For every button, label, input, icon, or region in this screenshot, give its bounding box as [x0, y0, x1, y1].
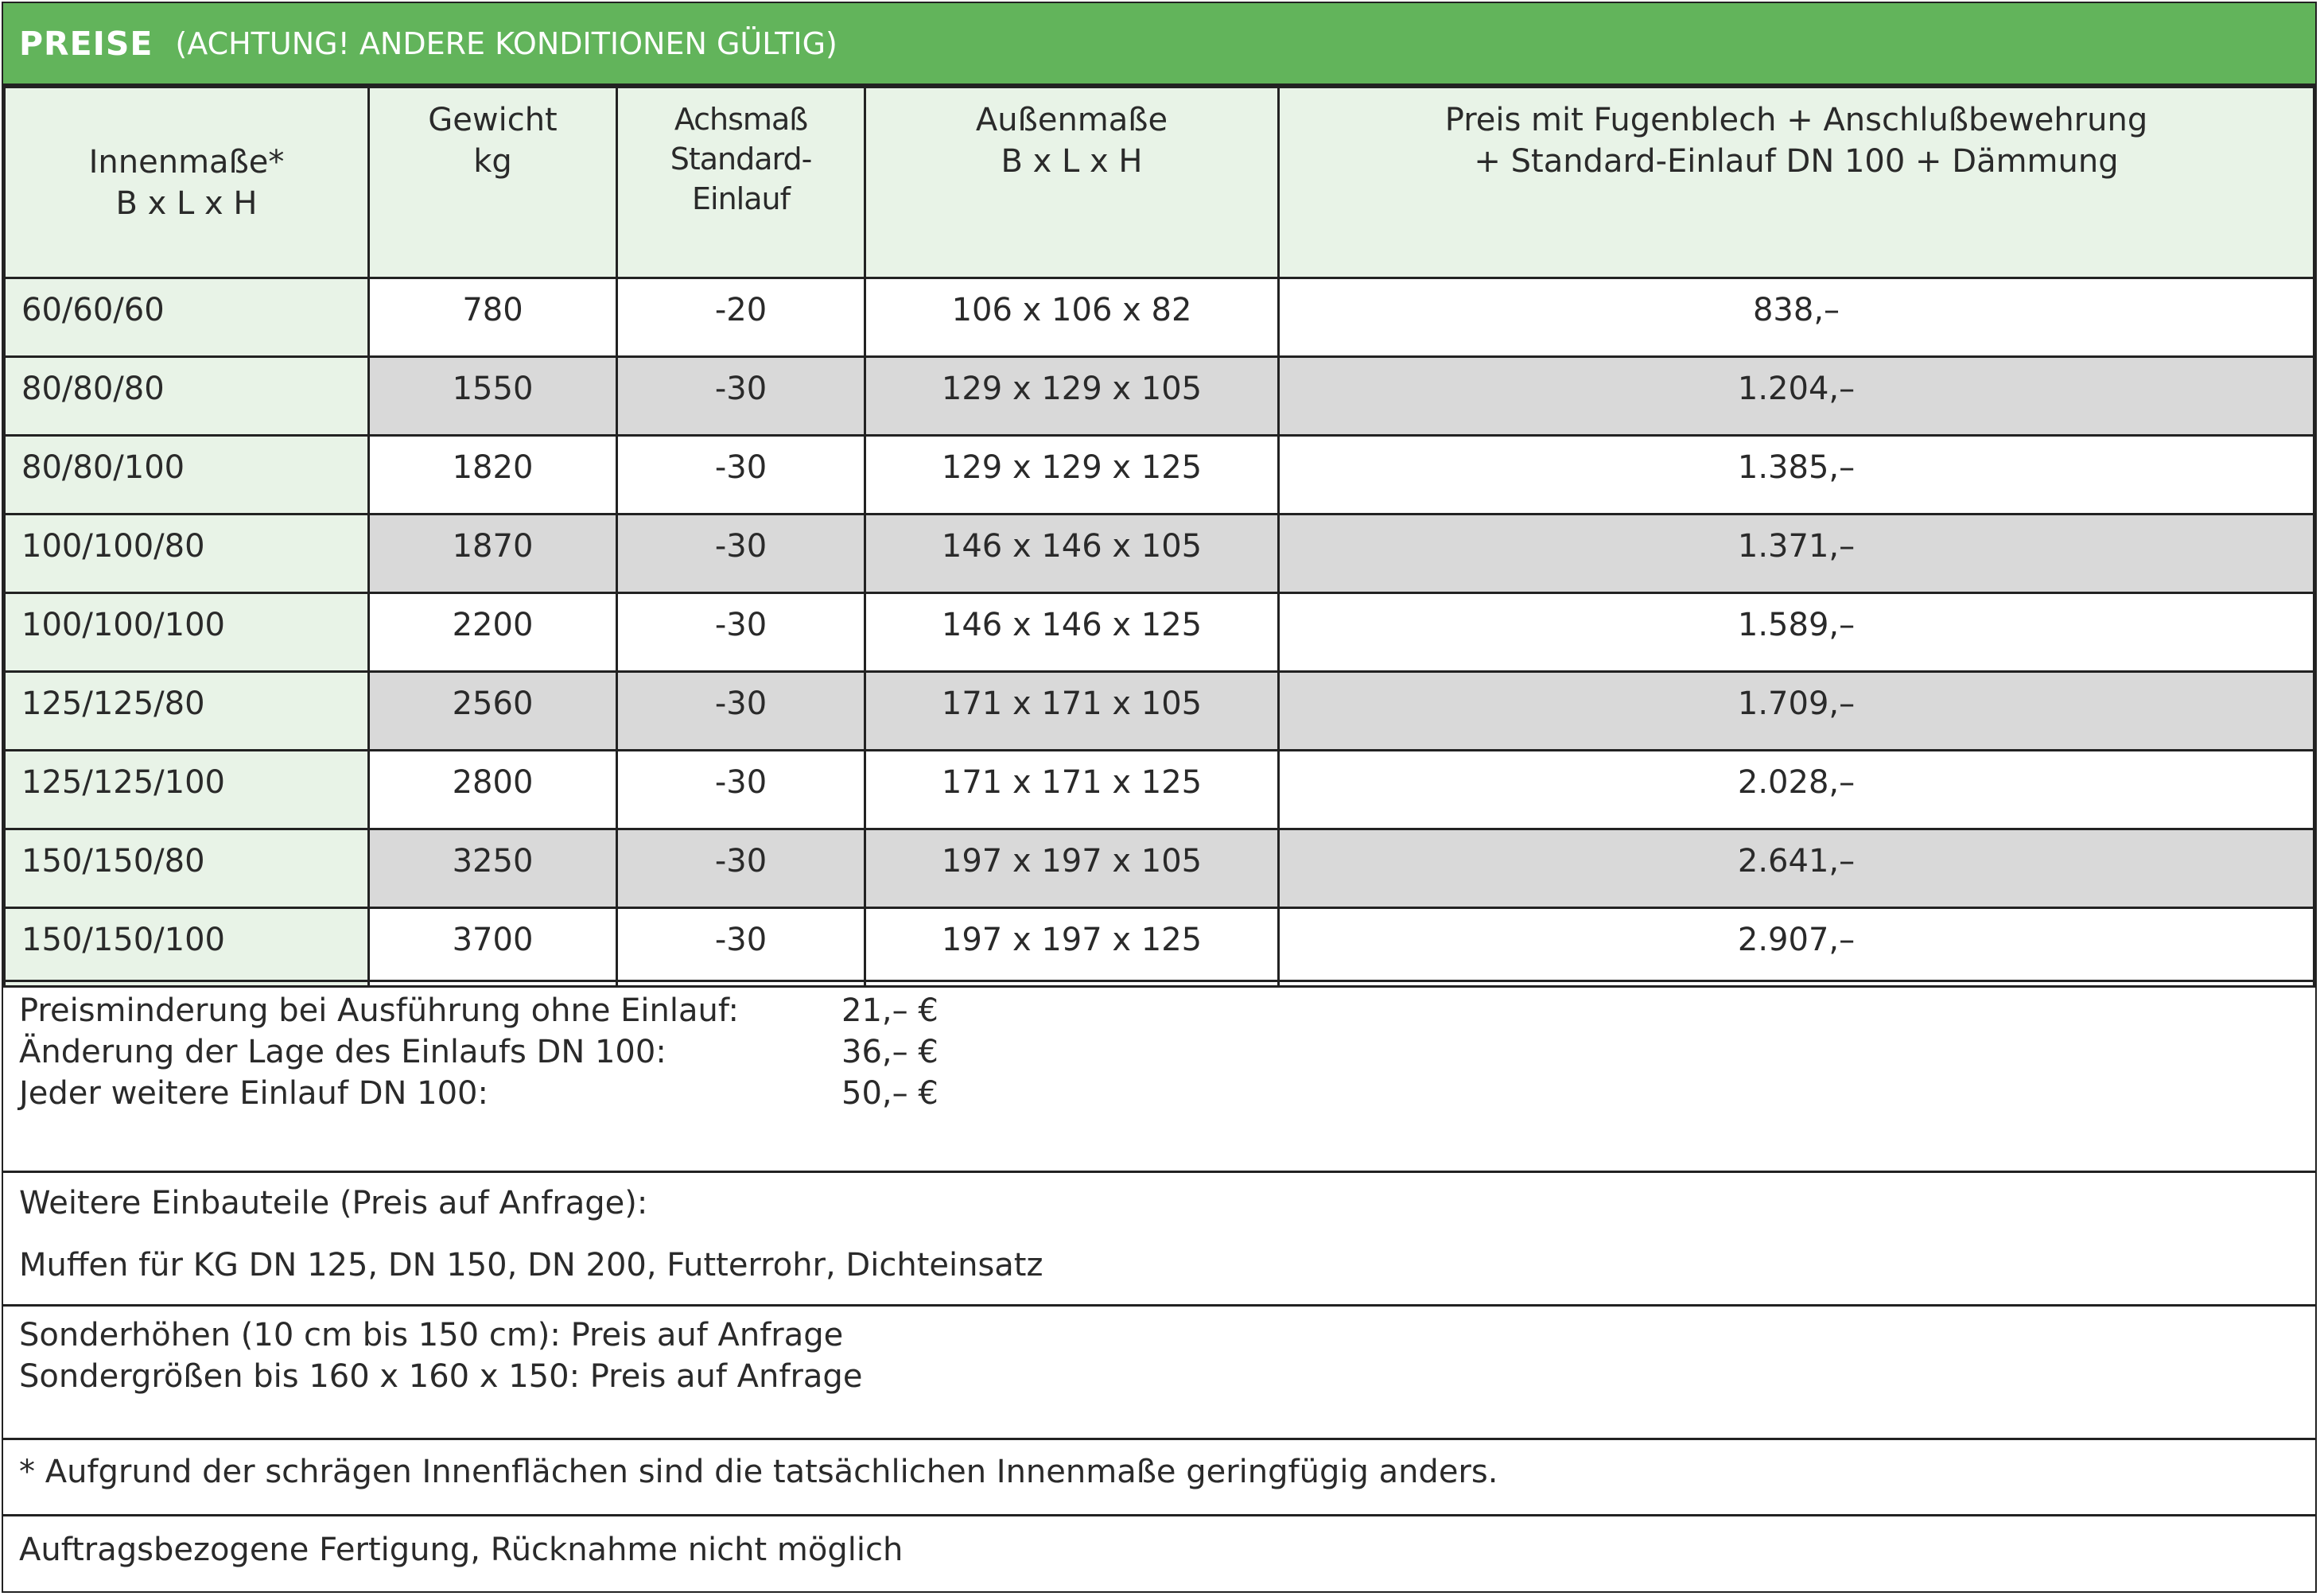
cell-inner-dimensions: 80/80/80	[5, 357, 369, 436]
table-row	[5, 672, 2314, 751]
table-row	[5, 357, 2314, 436]
cell-outer-dimensions: 129 x 129 x 125	[865, 436, 1279, 515]
cell-outer-dimensions: 197 x 197 x 125	[865, 908, 1279, 987]
special-sizes-text: Sondergrößen bis 160 x 160 x 150: Preis auf Anfrage	[19, 1358, 863, 1395]
column-header-axis-dimension	[617, 87, 865, 278]
adjustment-label: Jeder weitere Einlauf DN 100:	[19, 1075, 488, 1112]
cell-axis: -30	[617, 357, 865, 436]
cell-inner-dimensions: 100/100/80	[5, 515, 369, 593]
cell-inner-dimensions: 150/150/100	[5, 908, 369, 987]
footnote: * Aufgrund der schrägen Innenflächen sind die tatsächlichen Innenmaße geringfügig anders.	[19, 1454, 1498, 1490]
cell-axis: -20	[617, 278, 865, 357]
price-sheet	[2, 2, 2317, 1593]
adjustment-row	[19, 1031, 2315, 1073]
cell-weight: 3250	[369, 829, 617, 908]
cell-price: 1.204,–	[1279, 357, 2314, 436]
title-main: PREISE	[19, 24, 154, 63]
cell-weight: 3700	[369, 908, 617, 987]
footnote-box	[3, 1438, 2315, 1514]
column-header-outer-dimensions	[865, 87, 1279, 278]
cell-inner-dimensions: 80/80/100	[5, 436, 369, 515]
header-line: B x L x H	[1001, 143, 1143, 180]
cell-price: 2.641,–	[1279, 829, 2314, 908]
cell-weight: 1870	[369, 515, 617, 593]
header-line: + Standard-Einlauf DN 100 + Dämmung	[1474, 143, 2119, 180]
cell-axis: -30	[617, 829, 865, 908]
cell-inner-dimensions: 150/150/80	[5, 829, 369, 908]
cell-outer-dimensions: 197 x 197 x 105	[865, 829, 1279, 908]
adjustment-value: 50,– €	[841, 1075, 938, 1112]
cell-price: 1.371,–	[1279, 515, 2314, 593]
cell-inner-dimensions: 125/125/100	[5, 751, 369, 829]
adjustment-value: 36,– €	[841, 1034, 938, 1070]
table-row	[5, 515, 2314, 593]
title-subtitle: (ACHTUNG! ANDERE KONDITIONEN GÜLTIG)	[175, 25, 837, 61]
cell-weight: 780	[369, 278, 617, 357]
title-bar	[3, 3, 2315, 86]
cell-outer-dimensions: 171 x 171 x 105	[865, 672, 1279, 751]
adjustment-label: Änderung der Lage des Einlaufs DN 100:	[19, 1034, 666, 1070]
column-header-weight	[369, 87, 617, 278]
table-row	[5, 593, 2314, 672]
cell-inner-dimensions: 125/125/80	[5, 672, 369, 751]
header-line: Gewicht	[428, 102, 558, 138]
cell-axis: -30	[617, 908, 865, 987]
adjustment-label: Preisminderung bei Ausführung ohne Einlauf:	[19, 992, 739, 1029]
cell-inner-dimensions: 60/60/60	[5, 278, 369, 357]
header-line: Innenmaße*	[88, 143, 285, 181]
price-adjustments	[3, 980, 2315, 1171]
table-row	[5, 751, 2314, 829]
cell-weight: 2560	[369, 672, 617, 751]
column-header-inner-dimensions	[5, 87, 369, 278]
production-notice: Auftragsbezogene Fertigung, Rücknahme nicht möglich	[19, 1532, 904, 1568]
cell-outer-dimensions: 146 x 146 x 125	[865, 593, 1279, 672]
header-line: B x L x H	[115, 184, 258, 222]
cell-price: 2.028,–	[1279, 751, 2314, 829]
header-line: Standard-	[670, 142, 812, 177]
table-row	[5, 278, 2314, 357]
cell-price: 1.385,–	[1279, 436, 2314, 515]
cell-price: 1.709,–	[1279, 672, 2314, 751]
additional-parts-heading: Weitere Einbauteile (Preis auf Anfrage):	[19, 1185, 648, 1221]
cell-price: 1.589,–	[1279, 593, 2314, 672]
additional-parts	[3, 1171, 2315, 1304]
cell-axis: -30	[617, 515, 865, 593]
table-row	[5, 908, 2314, 987]
cell-weight: 1820	[369, 436, 617, 515]
column-header-price	[1279, 87, 2314, 278]
header-line: Preis mit Fugenblech + Anschlußbewehrung	[1444, 102, 2148, 138]
cell-inner-dimensions: 100/100/100	[5, 593, 369, 672]
price-table	[3, 86, 2315, 988]
cell-outer-dimensions: 171 x 171 x 125	[865, 751, 1279, 829]
header-line: Achsmaß	[674, 102, 808, 137]
adjustment-row	[19, 990, 2315, 1031]
table-row	[5, 436, 2314, 515]
header-line: Außenmaße	[975, 102, 1168, 138]
cell-outer-dimensions: 106 x 106 x 82	[865, 278, 1279, 357]
header-line: kg	[473, 143, 512, 180]
cell-axis: -30	[617, 593, 865, 672]
cell-weight: 2200	[369, 593, 617, 672]
cell-axis: -30	[617, 672, 865, 751]
header-line: Einlauf	[692, 181, 790, 216]
additional-parts-list: Muffen für KG DN 125, DN 150, DN 200, Futterrohr, Dichteinsatz	[19, 1247, 1043, 1283]
notice-box	[3, 1514, 2315, 1591]
cell-price: 2.907,–	[1279, 908, 2314, 987]
table-header-row	[5, 87, 2314, 278]
cell-axis: -30	[617, 751, 865, 829]
adjustment-value: 21,– €	[841, 992, 938, 1029]
adjustment-row	[19, 1073, 2315, 1114]
cell-outer-dimensions: 129 x 129 x 105	[865, 357, 1279, 436]
cell-weight: 2800	[369, 751, 617, 829]
cell-outer-dimensions: 146 x 146 x 105	[865, 515, 1279, 593]
table-row	[5, 829, 2314, 908]
cell-axis: -30	[617, 436, 865, 515]
cell-price: 838,–	[1279, 278, 2314, 357]
special-sizes	[3, 1304, 2315, 1438]
cell-weight: 1550	[369, 357, 617, 436]
special-heights: Sonderhöhen (10 cm bis 150 cm): Preis auf Anfrage	[19, 1317, 844, 1353]
